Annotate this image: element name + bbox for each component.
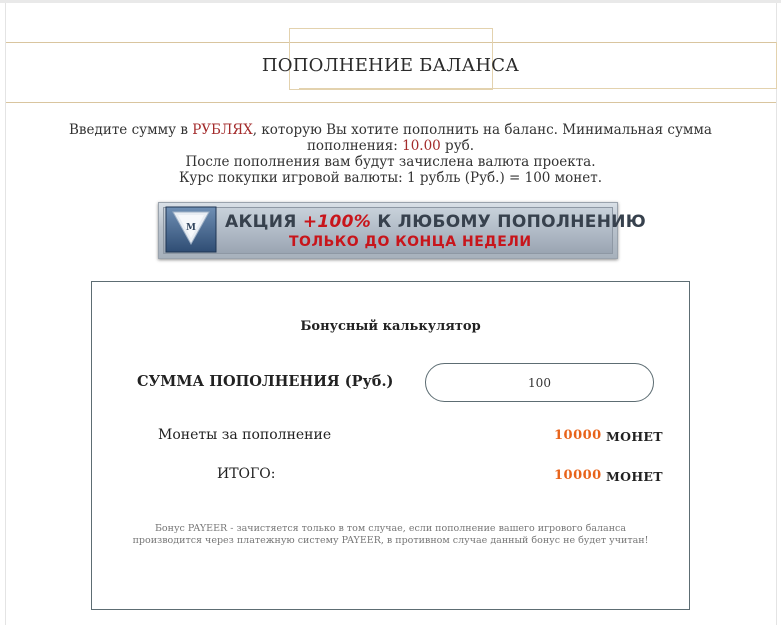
promo-headline-start: АКЦИЯ xyxy=(225,212,303,232)
promo-percent: +100% xyxy=(302,212,372,232)
amount-label: СУММА ПОПОЛНЕНИЯ (Руб.) xyxy=(137,373,394,390)
min-amount-unit: руб. xyxy=(440,138,475,154)
left-rule xyxy=(5,3,6,625)
bonus-calculator xyxy=(91,281,690,610)
min-amount: 10.00 xyxy=(402,138,441,154)
badge-letter: M xyxy=(186,223,196,233)
total-unit: МОНЕТ xyxy=(606,469,663,484)
intro-line1-start: Введите сумму в xyxy=(69,122,193,138)
total-value: 10000 xyxy=(554,468,602,483)
intro-text xyxy=(40,122,741,186)
currency-highlight: РУБЛЯХ xyxy=(192,122,253,138)
payeer-note: Бонус PAYEER - зачистяется только в том случае, если пополнение вашего игрового баланса производится через платежную систему PAYEER, в противном случае данный бонус не будет учитан! xyxy=(132,523,649,546)
coins-value: 10000 xyxy=(554,428,602,443)
title-divider-bottom xyxy=(6,102,776,103)
intro-line2: После пополнения вам будут зачислена валюта проекта. xyxy=(185,154,596,170)
promo-banner[interactable] xyxy=(158,202,647,259)
top-strip xyxy=(0,0,781,3)
right-rule xyxy=(776,3,777,625)
coins-unit: МОНЕТ xyxy=(606,429,663,444)
page-title: ПОПОЛНЕНИЕ БАЛАНСА xyxy=(261,55,520,76)
total-label: ИТОГО: xyxy=(217,466,276,482)
promo-headline xyxy=(225,212,646,232)
promo-headline-end: К ЛЮБОМУ ПОПОЛНЕНИЮ xyxy=(371,212,647,232)
intro-line3: Курс покупки игровой валюты: 1 рубль (Руб.) = 100 монет. xyxy=(178,170,603,186)
coins-label: Монеты за пополнение xyxy=(158,427,332,443)
amount-input[interactable] xyxy=(425,363,654,402)
intro-line1-end: , которую Вы хотите пополнить на баланс. Минимальная сумма пополнения: xyxy=(252,122,712,154)
calculator-title: Бонусный калькулятор xyxy=(300,319,481,334)
promo-subline: ТОЛЬКО ДО КОНЦА НЕДЕЛИ xyxy=(289,234,532,250)
shield-badge-icon xyxy=(165,206,217,253)
